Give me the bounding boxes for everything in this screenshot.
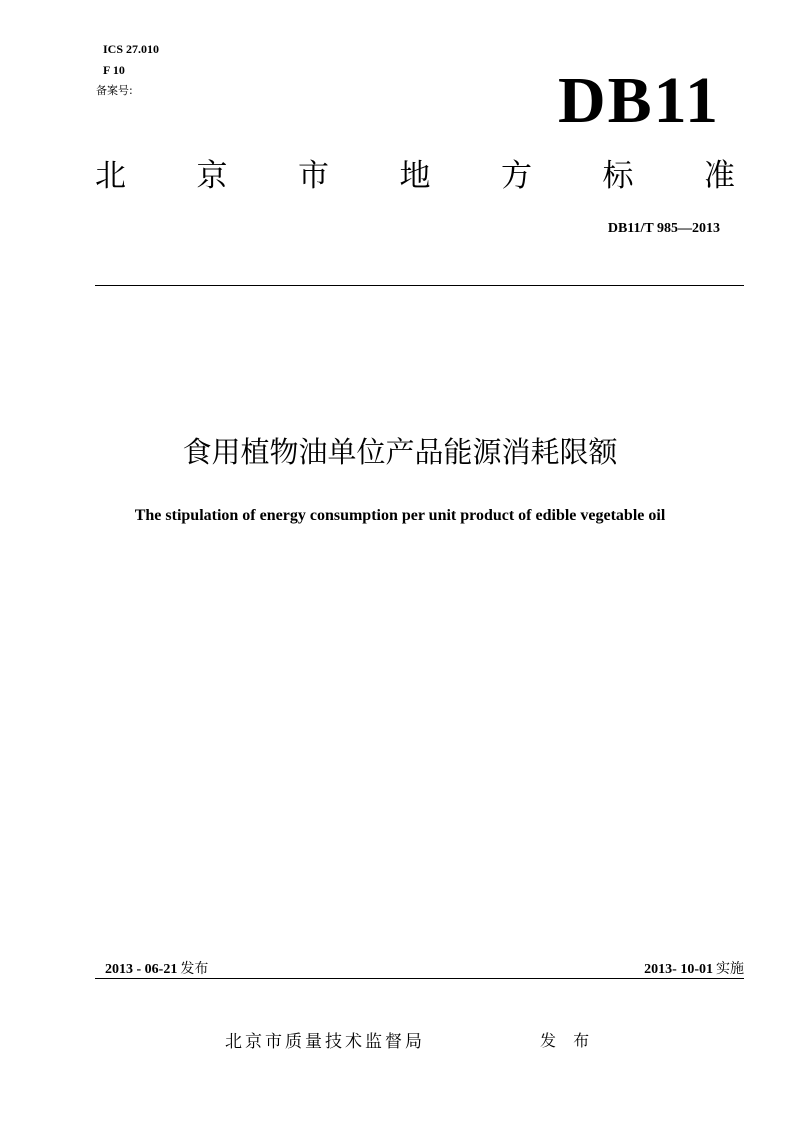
document-title-english: The stipulation of energy consumption per unit product of edible vegetable oil bbox=[134, 507, 666, 524]
standard-type-char: 准 bbox=[704, 158, 735, 194]
issue-label: 发布 bbox=[180, 961, 209, 977]
standard-type-char: 标 bbox=[602, 158, 634, 194]
category-code: F 10 bbox=[103, 63, 125, 77]
standard-type-heading bbox=[95, 156, 735, 196]
ics-code: ICS 27.010 bbox=[103, 42, 160, 56]
document-title-chinese: 食用植物油单位产品能源消耗限额 bbox=[182, 435, 618, 469]
footer-divider bbox=[95, 978, 744, 979]
issue-date: 2013 - 06-21 bbox=[105, 962, 178, 977]
standard-type-char: 市 bbox=[298, 158, 329, 194]
standard-type-char: 北 bbox=[95, 158, 126, 194]
header-divider bbox=[95, 285, 744, 286]
filing-number-label: 备案号: bbox=[96, 84, 133, 97]
implement-date: 2013- 10-01 bbox=[644, 962, 713, 977]
implement-date-block bbox=[644, 960, 744, 979]
standard-type-char: 地 bbox=[399, 158, 431, 194]
standard-type-char: 方 bbox=[501, 158, 532, 194]
standard-code-logo: DB11 bbox=[557, 64, 720, 137]
issue-date-block bbox=[105, 960, 208, 979]
issuing-authority: 北京市质量技术监督局 bbox=[225, 1032, 425, 1052]
issuing-action: 发 布 bbox=[540, 1031, 596, 1050]
standard-type-char: 京 bbox=[196, 158, 228, 194]
standard-number: DB11/T 985—2013 bbox=[607, 221, 720, 236]
implement-label: 实施 bbox=[716, 961, 744, 977]
